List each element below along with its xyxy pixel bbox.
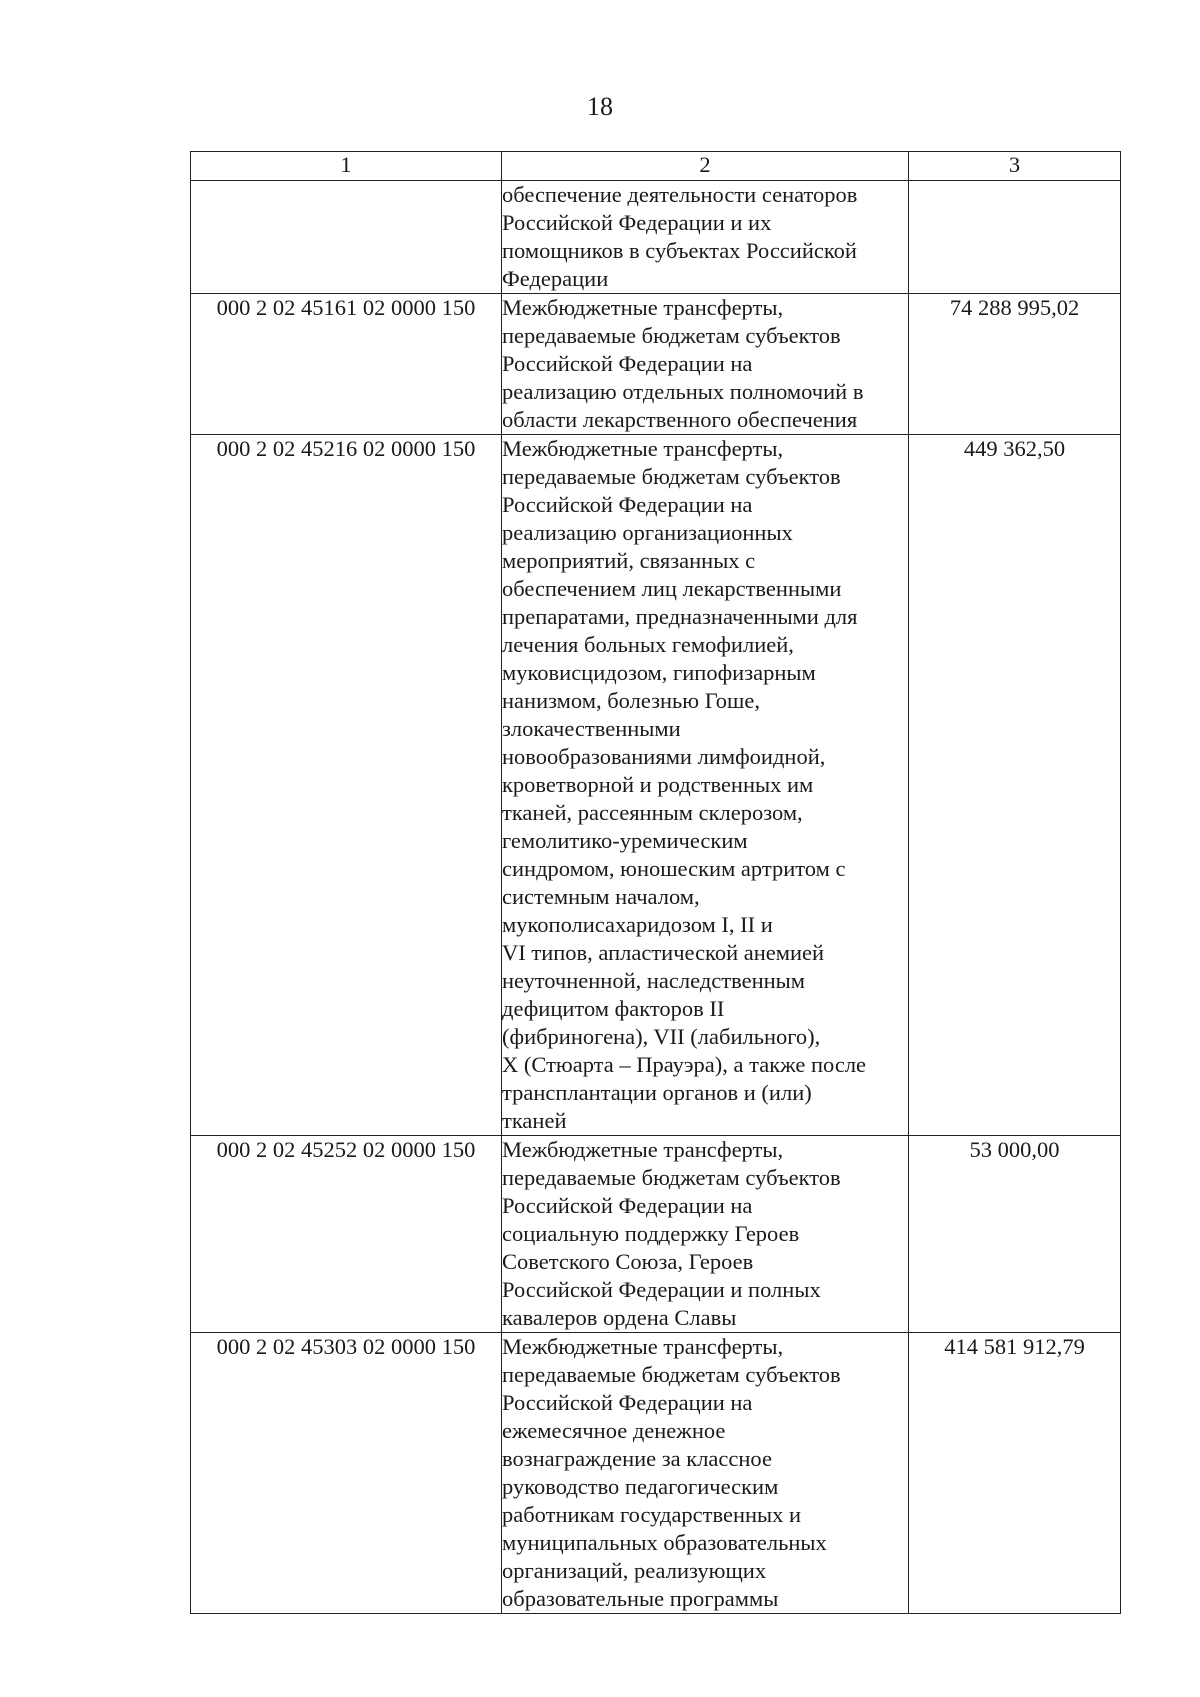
table-row [191,435,1121,1136]
row-description: обеспечение деятельности сенаторов Российской Федерации и их помощников в субъектах Российской Федерации [502,181,909,294]
budget-table [190,151,1121,1614]
row-description: Межбюджетные трансферты, передаваемые бюджетам субъектов Российской Федерации на социальную поддержку Героев Советского Союза, Героев Российской Федерации и полных кавалеров ордена Славы [502,1136,909,1333]
column-header-description: 2 [502,152,909,181]
row-code: 000 2 02 45303 02 0000 150 [191,1333,502,1614]
row-code [191,181,502,294]
table-row [191,1333,1121,1614]
column-header-code: 1 [191,152,502,181]
table-row [191,294,1121,435]
row-amount [909,181,1121,294]
row-code: 000 2 02 45216 02 0000 150 [191,435,502,1136]
column-header-amount: 3 [909,152,1121,181]
row-amount: 53 000,00 [909,1136,1121,1333]
table-row [191,181,1121,294]
row-amount: 74 288 995,02 [909,294,1121,435]
row-description: Межбюджетные трансферты, передаваемые бюджетам субъектов Российской Федерации на реализацию организационных мероприятий, связанных с обеспечением лиц лекарственными препаратами, предназначенными для лечения больных гемофилией, муковисцидозом, гипофизарным нанизмом, болезнью Гоше, злокачественными новообразованиями лимфоидной, кроветворной и родственных им тканей, рассеянным склерозом, гемолитико-уремическим синдромом, юношеским артритом с системным началом, мукополисахаридозом I, II и VI типов, апластической анемией неуточненной, наследственным дефицитом факторов II (фибриногена), VII (лабильного), X (Стюарта – Прауэра), а также после трансплантации органов и (или) тканей [502,435,909,1136]
row-code: 000 2 02 45161 02 0000 150 [191,294,502,435]
table-row [191,1136,1121,1333]
row-description: Межбюджетные трансферты, передаваемые бюджетам субъектов Российской Федерации на реализацию отдельных полномочий в области лекарственного обеспечения [502,294,909,435]
row-amount: 414 581 912,79 [909,1333,1121,1614]
row-description: Межбюджетные трансферты, передаваемые бюджетам субъектов Российской Федерации на ежемесячное денежное вознаграждение за классное руководство педагогическим работникам государственных и муниципальных образовательных организаций, реализующих образовательные программы [502,1333,909,1614]
page-number: 18 [587,92,613,121]
row-code: 000 2 02 45252 02 0000 150 [191,1136,502,1333]
row-amount: 449 362,50 [909,435,1121,1136]
table-header-row [191,152,1121,181]
